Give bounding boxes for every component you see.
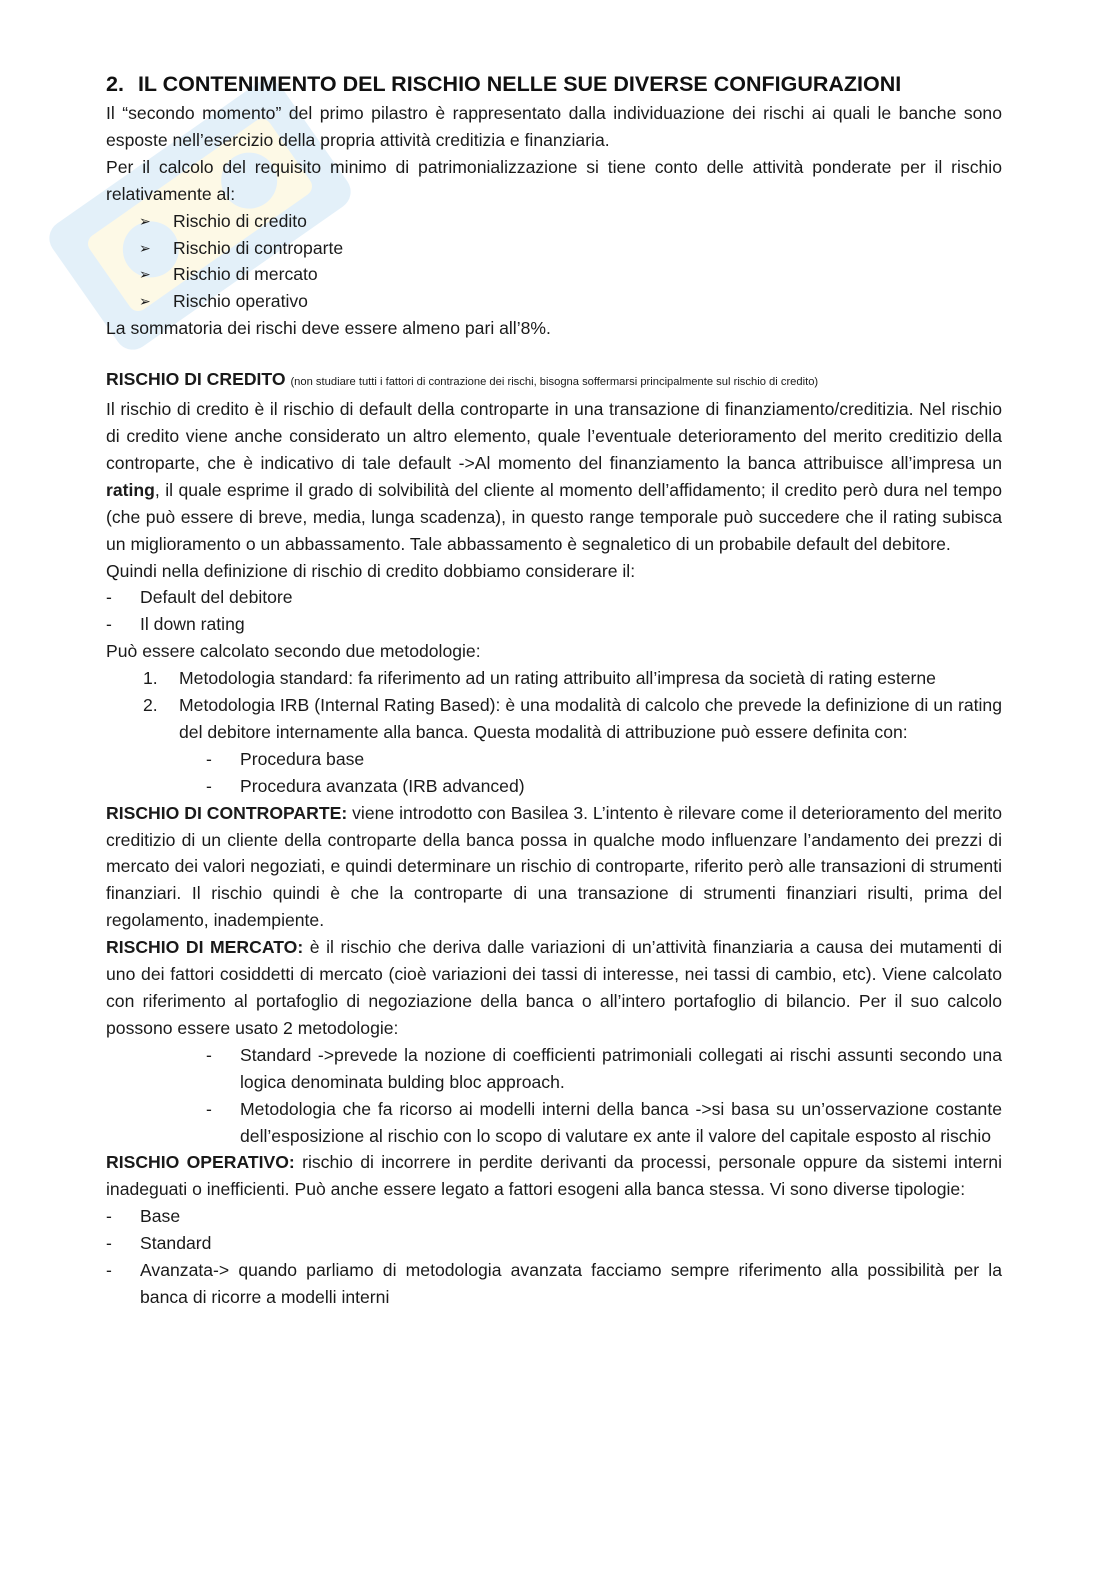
arrow-bullet-icon: ➢ [139,293,151,310]
list-item: ➢ Rischio di mercato [106,261,1002,288]
section-number: 2. [106,72,124,96]
credito-paragraph-3: Può essere calcolato secondo due metodologie: [106,641,481,662]
list-item: - Base [106,1206,181,1227]
section-title: IL CONTENIMENTO DEL RISCHIO NELLE SUE DIVERSE CONFIGURAZIONI [137,72,902,96]
method-item: 2. Metodologia IRB (Internal Rating Based): è una modalità di calcolo che prevede la definizione di un rating del debitore internamente alla banca. Questa modalità di attribuzione può essere definita con: [143,695,1002,742]
list-item: - Procedura avanzata (IRB advanced) [206,775,525,796]
list-item: ➢ Rischio di credito [106,208,1002,235]
credito-title: RISCHIO DI CREDITO [106,369,286,390]
credito-paragraph: Il rischio di credito è il rischio di default della controparte in una transazione di finanziamento/creditizia. Nel rischio di credito viene anche considerato un altro elemento, quale l’eventuale deterioramento del merito creditizio della controparte, che è indicativo di tale default ->Al momento del finanziamento la banca attribuisce all’impresa un rating, il quale esprime il grado di solvibilità del cliente al momento dell’affidamento; il credito però dura nel tempo (che può essere di breve, media, lunga scadenza), in questo range temporale può succedere che il rating subisca un miglioramento o un abbassamento. Tale abbassamento è segnaletico di un probabile default del debitore. [106,399,1002,554]
mercato-paragraph: RISCHIO DI MERCATO: è il rischio che deriva dalle variazioni di un’attività finanziaria a causa dei mutamenti di uno dei fattori cosiddetti di mercato (cioè variazioni dei tassi di interesse, nei tassi di cambio, etc). Viene calcolato con riferimento al portafoglio di negoziazione della banca o all’intero portafoglio di bilancio. Per il suo calcolo possono essere usato 2 metodologie: [106,937,1003,1038]
operativo-paragraph: RISCHIO OPERATIVO: rischio di incorrere in perdite derivanti da processi, personale oppure da sistemi interni inadeguati o inefficienti. Può anche essere legato a fattori esogeni alla banca stessa. Vi sono diverse tipologie: [106,1152,1002,1200]
controparte-paragraph: RISCHIO DI CONTROPARTE: viene introdotto con Basilea 3. L’intento è rilevare come il deterioramento del merito creditizio di un cliente della controparte della banca possa in qualche modo influenzare l’andamento dei prezzi di mercato dei valori negoziati, e quindi determinare un rischio di controparte, riferito però alle transazioni di strumenti finanziari. Il rischio quindi è che la controparte di una transazione di strumenti finanziari risulti, prima del regolamento, inadempiente. [106,802,1002,931]
document-page [106,68,1002,1311]
credito-paragraph-2: Quindi nella definizione di rischio di credito dobbiamo considerare il: [106,560,636,581]
list-item: - Metodologia che fa ricorso ai modelli interni della banca ->si basa su un’osservazione costante dell’esposizione al rischio con lo scopo di valutare ex ante il valore del capitale esposto al rischio [206,1098,1002,1146]
arrow-bullet-icon: ➢ [139,266,151,283]
list-item: ➢ Rischio operativo [106,288,1002,315]
list-item: - Standard [106,1233,212,1254]
arrow-bullet-icon: ➢ [139,239,151,256]
method-item: 1. Metodologia standard: fa riferimento ad un rating attribuito all’impresa da società di rating esterne [143,668,936,689]
credito-heading [106,366,1002,396]
intro-conclusion: La sommatoria dei rischi deve essere almeno pari all’8%. [106,318,551,339]
intro-paragraph: Il “secondo momento” del primo pilastro è rappresentato dalla individuazione dei rischi ai quali le banche sono esposte nell’esercizio della propria attività creditizia e finanziaria. [106,103,1002,150]
list-item: - Standard ->prevede la nozione di coefficienti patrimoniali collegati ai rischi assunti secondo una logica denominata bulding bloc approach. [206,1044,1002,1092]
section-heading [106,68,1002,100]
credito-note: (non studiare tutti i fattori di contrazione dei rischi, bisogna soffermarsi principalmente sul rischio di credito) [290,376,819,389]
list-item: - Procedura base [206,748,365,769]
list-item: - Avanzata-> quando parliamo di metodologia avanzata facciamo sempre riferimento alla possibilità per la banca di ricorre a modelli interni [106,1260,1002,1307]
intro-paragraph-2: Per il calcolo del requisito minimo di patrimonializzazione si tiene conto delle attività ponderate per il rischio relativamente al: [106,156,1002,204]
list-item: ➢ Rischio di controparte [106,235,1002,262]
arrow-bullet-icon: ➢ [139,212,151,229]
list-item: - Il down rating [106,614,245,635]
list-item: - Default del debitore [106,587,293,608]
risk-list [106,208,1002,316]
